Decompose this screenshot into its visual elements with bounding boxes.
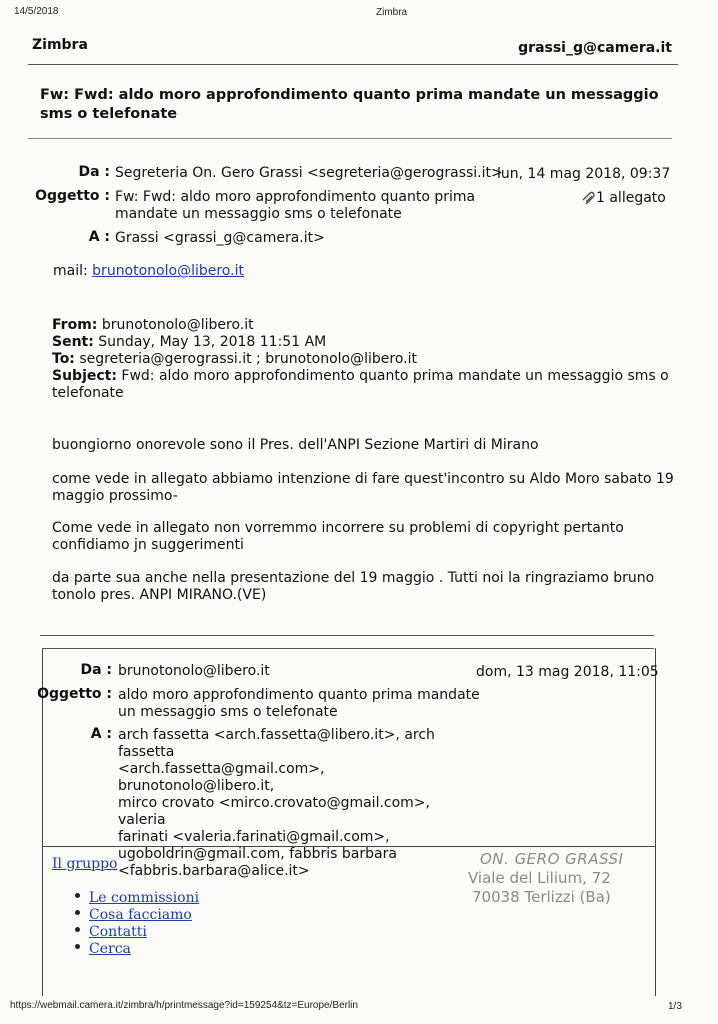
quoted-to-line: <fabbris.barbara@alice.it> bbox=[118, 863, 310, 879]
nav-item-cerca[interactable]: Cerca bbox=[73, 938, 199, 955]
attachment-count[interactable]: 1 allegato bbox=[596, 190, 666, 206]
body-paragraph-1: buongiorno onorevole sono il Pres. dell'ANPI Sezione Martiri di Mirano bbox=[52, 437, 539, 453]
mail-label: mail: bbox=[53, 263, 88, 279]
fwd-subject-line1: Fwd: aldo moro approfondimento quanto prima mandate un messaggio sms o bbox=[121, 368, 669, 384]
quoted-to-line: ugoboldrin@gmail.com, fabbris barbara bbox=[118, 846, 397, 862]
print-title: Zimbra bbox=[376, 7, 408, 18]
fwd-sent-label: Sent: bbox=[52, 334, 94, 350]
stamp-line2: Viale del Lilium, 72 bbox=[468, 869, 611, 887]
app-name: Zimbra bbox=[32, 37, 88, 53]
body-paragraph-4-line2: tonolo pres. ANPI MIRANO.(VE) bbox=[52, 587, 267, 603]
subject-value-line2: mandate un messaggio sms o telefonate bbox=[115, 206, 402, 222]
print-url: https://webmail.camera.it/zimbra/h/printmessage?id=159254&tz=Europe/Berlin bbox=[10, 1000, 358, 1011]
account-email: grassi_g@camera.it bbox=[518, 40, 672, 56]
quoted-to-line: farinati <valeria.farinati@gmail.com>, bbox=[118, 829, 390, 845]
fwd-to: segreteria@gerograssi.it ; brunotonolo@libero.it bbox=[79, 351, 417, 367]
print-date: 14/5/2018 bbox=[14, 6, 59, 17]
message-date: lun, 14 mag 2018, 09:37 bbox=[497, 166, 671, 182]
body-paragraph-3-line2: confidiamo jn suggerimenti bbox=[52, 537, 244, 553]
nav-item-cosa-facciamo[interactable]: Cosa facciamo bbox=[73, 904, 199, 921]
mail-link[interactable]: brunotonolo@libero.it bbox=[92, 263, 244, 279]
to-label: A : bbox=[88, 229, 110, 245]
quoted-to-line: arch fassetta <arch.fassetta@libero.it>, arch fassetta bbox=[118, 727, 435, 760]
paperclip-icon[interactable] bbox=[580, 190, 596, 209]
header-divider bbox=[28, 64, 678, 65]
subject-label: Oggetto : bbox=[35, 188, 110, 204]
subject-value-line1: Fw: Fwd: aldo moro approfondimento quanto prima bbox=[115, 189, 476, 205]
body-paragraph-4-line1: da parte sua anche nella presentazione del 19 maggio . Tutti noi la ringraziamo bruno bbox=[52, 570, 655, 586]
quoted-from-label: Da : bbox=[80, 662, 112, 678]
from-label: Da : bbox=[78, 164, 110, 180]
to-value: Grassi <grassi_g@camera.it> bbox=[115, 230, 325, 246]
mail-line bbox=[53, 263, 244, 280]
address-stamp bbox=[468, 850, 623, 907]
quoted-to-label: A : bbox=[90, 726, 112, 742]
body-paragraph-4 bbox=[52, 570, 682, 604]
quoted-date: dom, 13 mag 2018, 11:05 bbox=[476, 664, 659, 680]
nav-item-contatti[interactable]: Contatti bbox=[73, 921, 199, 938]
body-paragraph-3-line1: Come vede in allegato non vorremmo incorrere su problemi di copyright pertanto bbox=[52, 520, 624, 536]
page-number: 1/3 bbox=[668, 1001, 682, 1012]
fwd-sent: Sunday, May 13, 2018 11:51 AM bbox=[98, 334, 327, 350]
stamp-line3: 70038 Terlizzi (Ba) bbox=[472, 888, 611, 906]
fwd-from-label: From: bbox=[52, 317, 98, 333]
quoted-to-line: <arch.fassetta@gmail.com>, brunotonolo@libero.it, bbox=[118, 761, 325, 794]
body-paragraph-3 bbox=[52, 520, 682, 554]
fwd-subject-line2: telefonate bbox=[52, 385, 124, 401]
fwd-to-label: To: bbox=[52, 351, 75, 367]
link-il-gruppo[interactable]: Il gruppo bbox=[52, 856, 118, 872]
fwd-subject-label: Subject: bbox=[52, 368, 117, 384]
quoted-from-value: brunotonolo@libero.it bbox=[118, 663, 270, 679]
quoted-subject-line2: un messaggio sms o telefonate bbox=[118, 704, 338, 720]
stamp-line1: ON. GERO GRASSI bbox=[480, 850, 624, 868]
message-subject: Fw: Fwd: aldo moro approfondimento quanto prima mandate un messaggio sms o telefonate bbox=[40, 87, 659, 122]
quoted-subject-label: Oggetto : bbox=[37, 686, 112, 702]
fwd-from: brunotonolo@libero.it bbox=[101, 317, 254, 333]
quoted-to-line: mirco crovato <mirco.crovato@gmail.com>, valeria bbox=[118, 795, 430, 828]
nav-item-commissioni[interactable]: Le commissioni bbox=[73, 887, 199, 904]
subject-divider bbox=[28, 138, 672, 139]
body-paragraph-2 bbox=[52, 471, 682, 505]
quoted-box-top bbox=[42, 648, 654, 649]
forwarded-header bbox=[52, 317, 672, 402]
body-paragraph-2-line1: come vede in allegato abbiamo intenzione di fare quest'incontro su Aldo Moro sabato 19 bbox=[52, 471, 674, 487]
from-value: Segreteria On. Gero Grassi <segreteria@gerograssi.it> bbox=[115, 165, 503, 181]
quoted-subject-line1: aldo moro approfondimento quanto prima mandate bbox=[118, 687, 480, 703]
body-divider bbox=[40, 635, 654, 636]
footer-nav-list bbox=[73, 887, 199, 955]
body-paragraph-2-line2: maggio prossimo- bbox=[52, 488, 178, 504]
